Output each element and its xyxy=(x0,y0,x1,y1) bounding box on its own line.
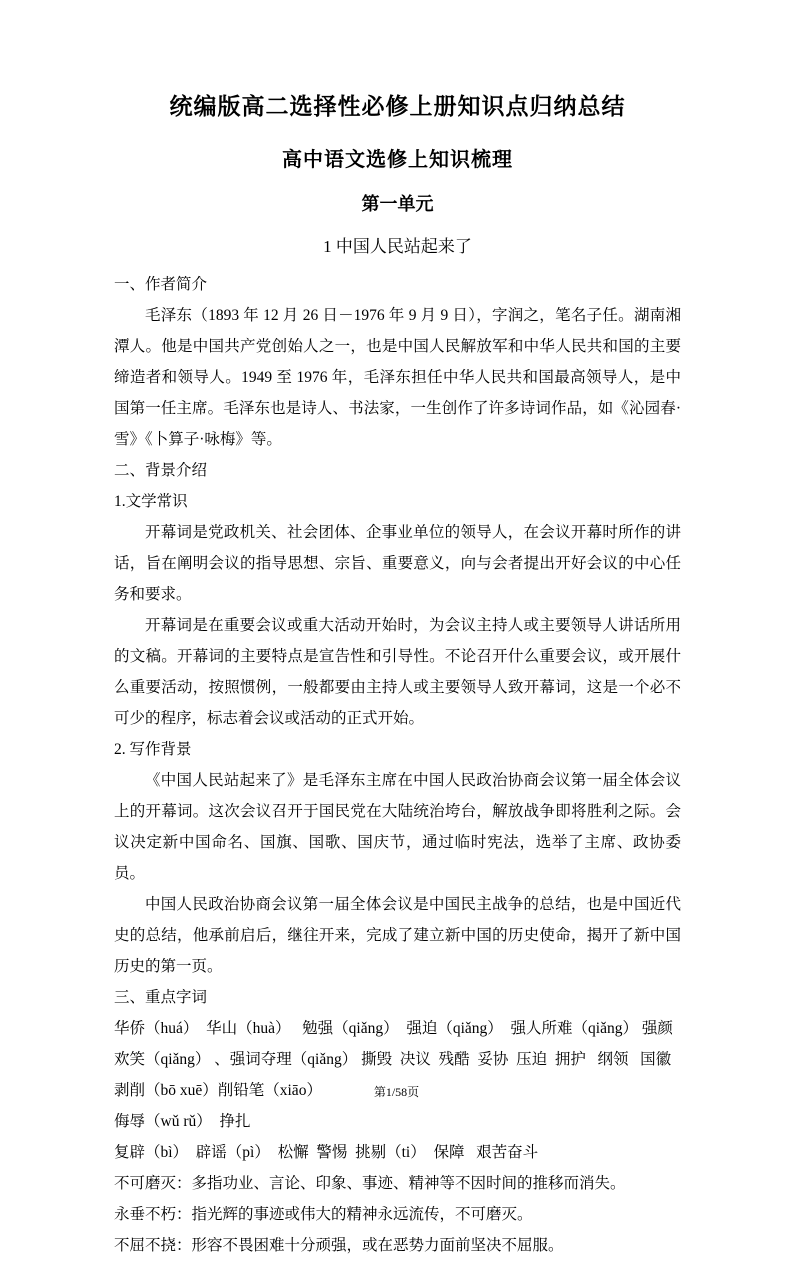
definition-line: 永垂不朽：指光辉的事迹或伟大的精神永远流传，不可磨灭。 xyxy=(114,1206,533,1223)
page-title: 统编版高二选择性必修上册知识点归纳总结 xyxy=(169,93,626,119)
section-heading-background: 二、背景介绍 xyxy=(114,462,208,479)
paragraph: 《中国人民站起来了》是毛泽东主席在中国人民政治协商会议第一届全体会议上的开幕词。这次会议召开于国民党在大陆统治垮台，解放战争即将胜利之际。会议决定新中国命名、国旗、国歌、国庆节，通过临时宪法，选举了主席、政协委员。 xyxy=(114,772,681,882)
paragraph: 中国人民政治协商会议第一届全体会议是中国民主战争的总结，也是中国近代史的总结，他承前启后，继往开来，完成了建立新中国的历史使命，揭开了新中国历史的第一页。 xyxy=(114,896,681,975)
subsection-heading-literary: 1.文学常识 xyxy=(114,493,188,510)
page-footer: 第1/58页 xyxy=(373,1085,420,1099)
word-list-line: 复辟（bì） 辟谣（pì） 松懈 警惕 挑剔（ti） 保障 艰苦奋斗 xyxy=(114,1144,539,1161)
subsection-heading-writing: 2. 写作背景 xyxy=(114,741,192,758)
paragraph: 开幕词是党政机关、社会团体、企事业单位的领导人，在会议开幕时所作的讲话，旨在阐明会议的指导思想、宗旨、重要意义，向与会者提出开好会议的中心任务和要求。 xyxy=(114,524,681,603)
lesson-heading: 1 中国人民站起来了 xyxy=(323,237,472,256)
unit-heading: 第一单元 xyxy=(361,194,434,214)
word-list-line: 侮辱（wǔ rǔ） 挣扎 xyxy=(114,1113,251,1130)
document-body xyxy=(114,269,681,1261)
page-subtitle: 高中语文选修上知识梳理 xyxy=(282,149,513,171)
paragraph: 开幕词是在重要会议或重大活动开始时，为会议主持人或主要领导人讲话所用的文稿。开幕词的主要特点是宣告性和引导性。不论召开什么重要会议，或开展什么重要活动，按照惯例，一般都要由主持人或主要领导人致开幕词，这是一个必不可少的程序，标志着会议或活动的正式开始。 xyxy=(114,617,681,727)
section-heading-keywords: 三、重点字词 xyxy=(114,989,208,1006)
section-heading-authors: 一、作者简介 xyxy=(114,276,208,293)
word-list-line: 华侨（huá） 华山（huà） 勉强（qiǎng） 强迫（qiǎng） 强人所难（qiǎng） 强颜欢笑（qiǎng） 、强词夺理（qiǎng） 撕毁 决议 残酷 妥协 压迫 拥护 纲领 国徽 剥削（bō xuē）削铅笔（xiāo） xyxy=(114,1020,683,1099)
definition-line: 不可磨灭：多指功业、言论、印象、事迹、精神等不因时间的推移而消失。 xyxy=(114,1175,626,1192)
definition-line: 不屈不挠：形容不畏困难十分顽强，或在恶势力面前坚决不屈服。 xyxy=(114,1237,564,1254)
paragraph: 毛泽东（1893 年 12 月 26 日－1976 年 9 月 9 日），字润之，笔名子任。湖南湘潭人。他是中国共产党创始人之一，也是中国人民解放军和中华人民共和国的主要缔造者和领导人。1949 至 1976 年，毛泽东担任中华人民共和国最高领导人，是中国第一任主席。毛泽东也是诗人、书法家，一生创作了许多诗词作品，如《沁园春·雪》《卜算子·咏梅》等。 xyxy=(114,307,681,448)
